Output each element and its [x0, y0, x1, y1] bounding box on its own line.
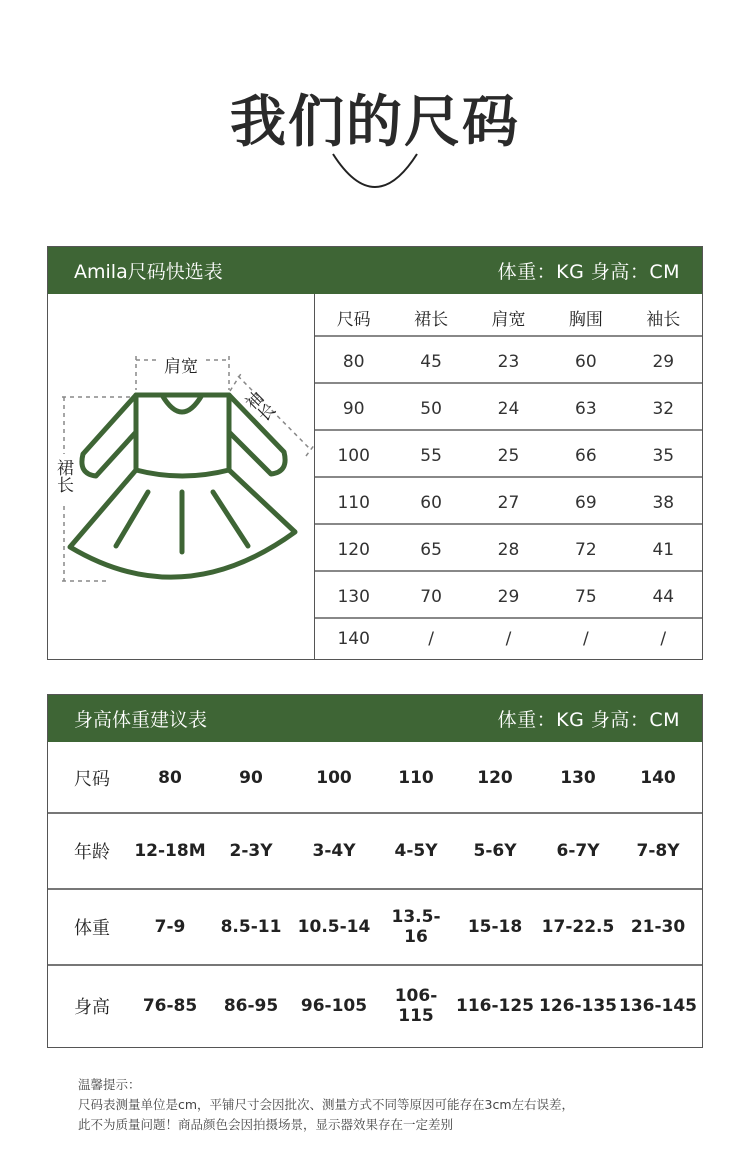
quick-table-title: Amila尺码快选表 — [74, 261, 223, 283]
suggest-table-units: 体重：KG 身高：CM — [497, 709, 680, 731]
table-cell: 12-18M — [134, 841, 206, 861]
table-cell: 63 — [575, 398, 597, 419]
table-cell: 5-6Y — [473, 841, 517, 861]
table-cell: 66 — [575, 445, 597, 466]
quick-table-units: 体重：KG 身高：CM — [497, 261, 680, 283]
header-cell: 袖长 — [646, 310, 681, 330]
table-cell: 24 — [497, 398, 520, 419]
row-label: 体重 — [74, 918, 110, 939]
notes-line: 尺码表测量单位是cm，平铺尺寸会因批次、测量方式不同等原因可能存在3cm左右误差， — [78, 1097, 575, 1112]
table-cell: 130 — [560, 767, 596, 788]
table-cell: 72 — [575, 539, 597, 560]
table-cell: 106-115 — [394, 986, 438, 1026]
quick-table-header — [48, 247, 702, 294]
table-row — [48, 814, 702, 888]
table-cell: 8.5-11 — [220, 917, 282, 937]
table-cell: 130 — [337, 586, 370, 607]
notes-heading: 温馨提示： — [78, 1077, 141, 1092]
table-cell: 29 — [652, 351, 675, 372]
table-cell: 120 — [477, 767, 513, 788]
page-title: 我们的尺码 — [230, 90, 520, 155]
table-cell: 96-105 — [300, 996, 368, 1016]
table-cell: 6-7Y — [556, 841, 600, 861]
table-cell: 4-5Y — [394, 841, 438, 861]
table-row — [315, 432, 702, 479]
row-label: 尺码 — [74, 768, 110, 790]
table-cell: 3-4Y — [312, 841, 356, 861]
header-cell: 尺码 — [336, 310, 371, 330]
table-row — [315, 526, 702, 573]
table-row — [48, 966, 702, 1046]
quick-size-table — [47, 246, 703, 660]
table-row — [48, 742, 702, 813]
table-cell: 15-18 — [467, 917, 523, 937]
table-cell: / — [660, 628, 667, 649]
table-cell: 140 — [640, 767, 676, 788]
table-cell: 110 — [337, 492, 370, 513]
table-cell: 32 — [652, 398, 675, 419]
table-cell: 140 — [337, 628, 370, 649]
suggest-table-header — [48, 695, 702, 742]
table-cell: 28 — [497, 539, 520, 560]
suggest-table-title: 身高体重建议表 — [74, 709, 208, 731]
quick-table-grid — [315, 294, 702, 659]
table-cell: 120 — [337, 539, 370, 560]
height-weight-table — [47, 694, 703, 1048]
table-cell: 100 — [337, 445, 370, 466]
table-cell: 21-30 — [630, 917, 686, 937]
table-row — [315, 338, 702, 385]
table-cell: 35 — [652, 445, 675, 466]
table-cell: 10.5-14 — [297, 917, 371, 937]
table-cell: 17-22.5 — [541, 917, 615, 937]
header-cell: 胸围 — [568, 310, 603, 330]
table-cell: 100 — [316, 767, 352, 788]
table-cell: 76-85 — [142, 996, 198, 1016]
table-cell: 55 — [420, 445, 442, 466]
table-cell: 25 — [497, 445, 520, 466]
table-cell: 116-125 — [455, 996, 535, 1016]
table-cell: 65 — [420, 539, 442, 560]
table-cell: 7-8Y — [636, 841, 680, 861]
table-cell: 90 — [342, 398, 365, 419]
table-cell: 70 — [420, 586, 442, 607]
table-cell: 38 — [652, 492, 675, 513]
table-row — [315, 479, 702, 526]
notes — [78, 1075, 698, 1135]
notes-line: 此不为质量问题！商品颜色会因拍摄场景，显示器效果存在一定差别 — [78, 1117, 454, 1132]
header-cell: 肩宽 — [491, 310, 526, 330]
table-cell: 44 — [652, 586, 675, 607]
table-cell: / — [505, 628, 512, 649]
table-cell: 90 — [239, 767, 263, 788]
table-cell: 60 — [575, 351, 597, 372]
sleeve-label: 袖长 — [239, 388, 278, 427]
table-cell: 86-95 — [223, 996, 279, 1016]
table-cell: 69 — [575, 492, 597, 513]
table-cell: 75 — [575, 586, 597, 607]
table-cell: 7-9 — [154, 917, 186, 937]
header-cell: 裙长 — [414, 310, 449, 330]
table-row — [315, 385, 702, 432]
table-cell: 126-135 — [538, 996, 618, 1016]
skirt-length-label: 裙长 — [53, 459, 73, 493]
table-row — [315, 618, 702, 659]
table-cell: 45 — [420, 351, 442, 372]
row-label: 身高 — [74, 997, 110, 1018]
table-cell: 80 — [158, 767, 182, 788]
table-cell: 110 — [398, 767, 434, 788]
table-cell: / — [583, 628, 589, 649]
table-row — [315, 573, 702, 620]
table-row — [48, 890, 702, 964]
table-cell: 60 — [420, 492, 442, 513]
shoulder-label: 肩宽 — [164, 357, 198, 377]
table-cell: 13.5-16 — [391, 907, 441, 947]
table-cell: 41 — [652, 539, 675, 560]
quick-table-head-row — [315, 294, 702, 341]
table-cell: 27 — [497, 492, 520, 513]
table-cell: / — [428, 628, 434, 649]
table-cell: 2-3Y — [229, 841, 273, 861]
table-cell: 50 — [420, 398, 442, 419]
dress-icon — [48, 294, 315, 659]
table-cell: 29 — [497, 586, 520, 607]
row-label: 年龄 — [74, 842, 110, 863]
table-cell: 23 — [497, 351, 520, 372]
dress-diagram — [48, 294, 315, 659]
title-arc-decoration — [329, 150, 421, 192]
table-cell: 136-145 — [618, 996, 698, 1016]
table-cell: 80 — [342, 351, 365, 372]
